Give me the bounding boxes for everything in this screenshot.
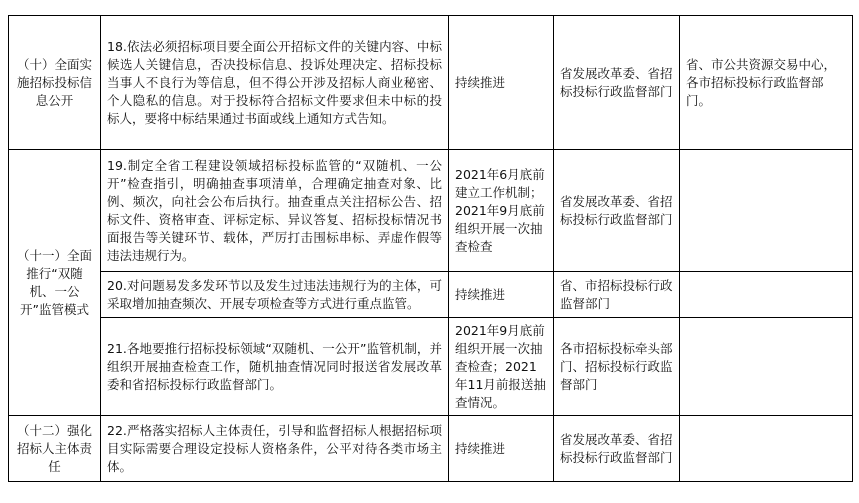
time-cell: 2021年9月底前组织开展一次抽查检查；2021年11月前报送抽查情况。: [449, 318, 554, 416]
time-cell: 持续推进: [449, 416, 554, 482]
responsible-dept-cell: [680, 416, 853, 482]
task-cell: 18.依法必须招标项目要全面公开招标文件的关键内容、中标候选人关键信息，否决投标信息、投诉处理决定、招标投标当事人不良行为等信息，但不得公开涉及招标人商业秘密、个人隐私的信息。对于投标符合招标文件要求但未中标的投标人，要将中标结果通过书面或线上通知方式告知。: [101, 16, 449, 150]
category-cell: （十）全面实施招标投标信息公开: [9, 16, 101, 150]
lead-dept-cell: 省、市招标投标行政监督部门: [554, 272, 680, 318]
time-cell: 2021年6月底前建立工作机制；2021年9月底前组织开展一次抽查检查: [449, 150, 554, 272]
category-cell: （十一）全面推行“双随机、一公开”监管模式: [9, 150, 101, 416]
task-cell: 19.制定全省工程建设领域招标投标监管的“双随机、一公开”检查指引，明确抽查事项清单，合理确定抽查对象、比例、频次，向社会公布后执行。抽查重点关注招标公告、招标文件、资格审查、评标定标、异议答复、招标投标情况书面报告等关键环节、载体，严厉打击围标串标、弄虚作假等违法违规行为。: [101, 150, 449, 272]
table-row: [9, 272, 853, 318]
table-row: [9, 16, 853, 150]
responsible-dept-cell: [680, 272, 853, 318]
lead-dept-cell: 省发展改革委、省招标投标行政监督部门: [554, 416, 680, 482]
task-table: [8, 15, 853, 482]
lead-dept-cell: 省发展改革委、省招标投标行政监督部门: [554, 16, 680, 150]
table-row: [9, 416, 853, 482]
task-cell: 21.各地要推行招标投标领域“双随机、一公开”监管机制，并组织开展抽查检查工作，随机抽查情况同时报送省发展改革委和省招标投标行政监督部门。: [101, 318, 449, 416]
time-cell: 持续推进: [449, 272, 554, 318]
lead-dept-cell: 省发展改革委、省招标投标行政监督部门: [554, 150, 680, 272]
category-cell: （十二）强化招标人主体责任: [9, 416, 101, 482]
responsible-dept-cell: [680, 150, 853, 272]
lead-dept-cell: 各市招标投标牵头部门、招标投标行政监督部门: [554, 318, 680, 416]
time-cell: 持续推进: [449, 16, 554, 150]
responsible-dept-cell: 省、市公共资源交易中心，各市招标投标行政监督部门。: [680, 16, 853, 150]
task-cell: 20.对问题易发多发环节以及发生过违法违规行为的主体，可采取增加抽查频次、开展专项检查等方式进行重点监管。: [101, 272, 449, 318]
task-cell: 22.严格落实招标人主体责任，引导和监督招标人根据招标项目实际需要合理设定投标人资格条件，公平对待各类市场主体。: [101, 416, 449, 482]
responsible-dept-cell: [680, 318, 853, 416]
table-row: [9, 150, 853, 272]
table-row: [9, 318, 853, 416]
